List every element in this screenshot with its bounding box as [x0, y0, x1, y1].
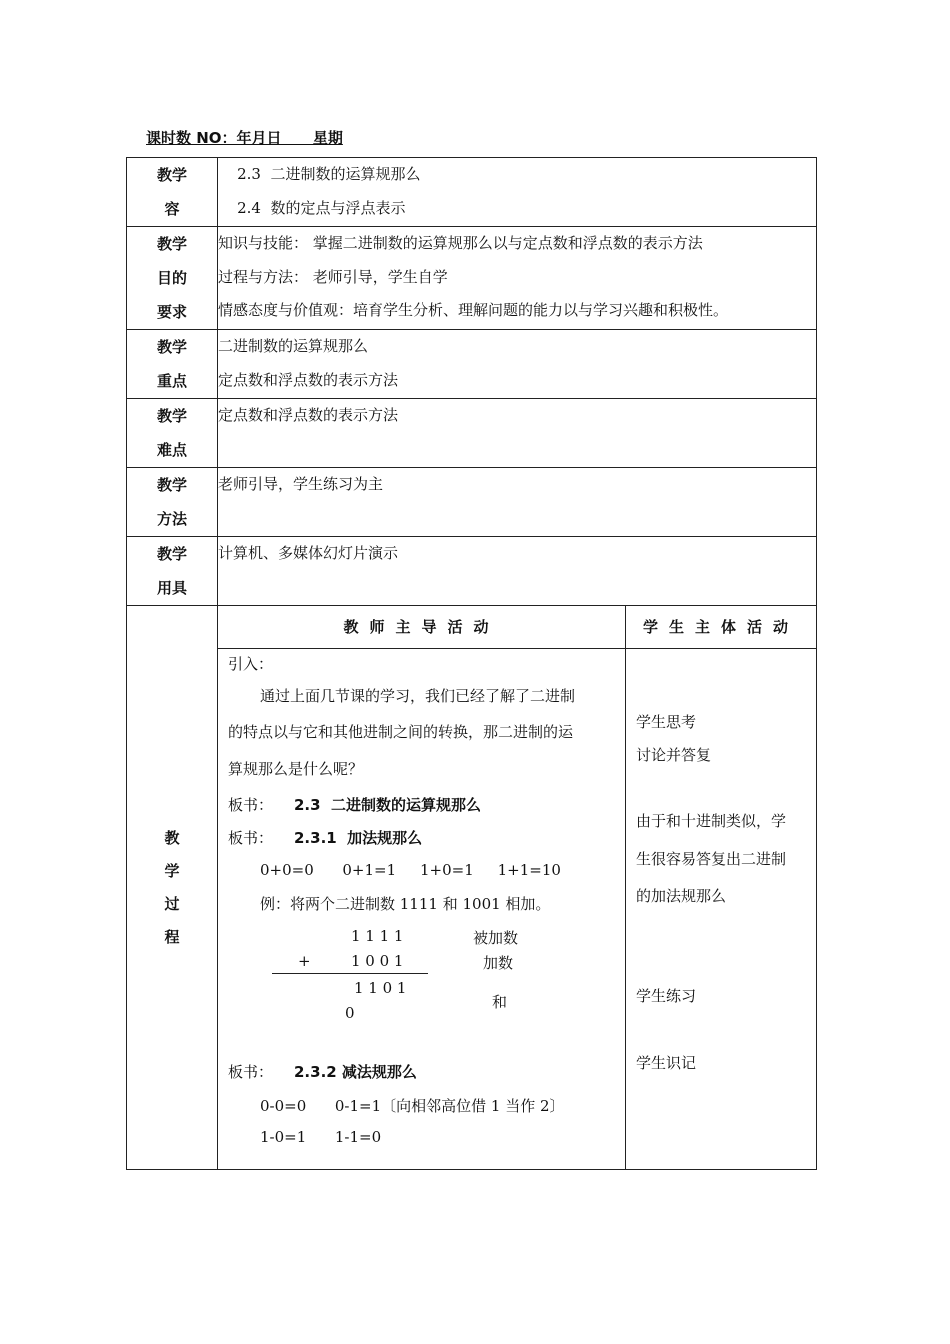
- paragraph-line: 算规那么是什么呢？: [228, 760, 364, 778]
- label-line: 目的: [156, 269, 187, 287]
- label-line: 重点: [156, 372, 187, 390]
- row-body-objectives: [218, 227, 817, 330]
- addend-2: 1 0 0 1: [351, 952, 404, 970]
- row-process-header: [127, 606, 817, 649]
- subtraction-rules-2: 1-0=1 1-1=0: [260, 1128, 382, 1146]
- content-line: 2.3 二进制数的运算规那么: [218, 165, 421, 183]
- board-title: 2.3.2 减法规那么: [294, 1063, 417, 1081]
- student-note: 生很容易答复出二进制: [636, 850, 787, 868]
- label-line: 教学: [156, 166, 187, 184]
- student-activity-cell: [626, 649, 817, 1170]
- label-char: 过: [164, 894, 180, 913]
- board-prefix: 板书：: [228, 796, 274, 814]
- row-body-content: [218, 158, 817, 227]
- content-line: 定点数和浮点数的表示方法: [218, 370, 399, 389]
- process-label: [127, 606, 218, 1170]
- label-line: 方法: [156, 510, 187, 528]
- row-label-methods: [127, 468, 218, 537]
- board-title: 2.3.1 加法规那么: [294, 829, 423, 847]
- label-line: 用具: [156, 579, 187, 597]
- row-label-objectives: [127, 227, 218, 330]
- row-label-content: [127, 158, 218, 227]
- board-prefix: 板书：: [228, 1063, 274, 1081]
- row-body-key-points: [218, 330, 817, 399]
- label-line: 教学: [156, 235, 187, 253]
- row-process-body: [127, 649, 817, 1170]
- board-prefix: 板书：: [228, 829, 274, 847]
- subtraction-rules-1: 0-0=0 0-1=1〔向相邻高位借 1 当作 2〕: [260, 1097, 565, 1115]
- plus-sign: +: [298, 952, 311, 970]
- row-label-tools: [127, 537, 218, 606]
- addend-1: 1 1 1 1: [351, 927, 404, 945]
- label-char: 教: [164, 828, 180, 847]
- row-body-tools: [218, 537, 817, 606]
- row-label-key-points: [127, 330, 218, 399]
- addition-rules: 0+0=0 0+1=1 1+0=1 1+1=10: [260, 861, 561, 879]
- sum-rule: [272, 973, 428, 974]
- content-line: 计算机、多媒体幻灯片演示: [218, 544, 399, 562]
- content-line: 2.4 数的定点与浮点表示: [218, 198, 406, 217]
- row-objectives: [127, 227, 817, 330]
- sum-label: 和: [492, 993, 508, 1011]
- row-key-points: [127, 330, 817, 399]
- label-char: 程: [164, 927, 180, 946]
- student-note: 的加法规那么: [636, 887, 727, 905]
- teacher-activity-cell: [218, 649, 626, 1170]
- paragraph-line: 通过上面几节课的学习，我们已经了解了二进制: [260, 687, 576, 705]
- paragraph-line: 的特点以与它和其他进制之间的转换，那二进制的运: [228, 723, 574, 741]
- label-line: 教学: [156, 476, 187, 494]
- student-note: 学生练习: [636, 987, 697, 1005]
- label-line: 教学: [156, 407, 187, 425]
- row-difficulties: [127, 399, 817, 468]
- content-line: 定点数和浮点数的表示方法: [218, 406, 399, 424]
- student-note: 讨论并答复: [636, 746, 712, 764]
- addend-1-label: 被加数: [473, 929, 519, 947]
- content-line: 二进制数的运算规那么: [218, 337, 369, 355]
- row-body-difficulties: [218, 399, 817, 468]
- content-line: 情感态度与价值观：培育学生分析、理解问题的能力以与学习兴趣和积极性。: [218, 301, 729, 319]
- label-line: 教学: [156, 338, 187, 356]
- student-note: 学生识记: [636, 1054, 697, 1072]
- row-tools: [127, 537, 817, 606]
- label-line: 要求: [156, 303, 187, 321]
- label-line: 难点: [156, 441, 187, 459]
- content-line: 过程与方法： 老师引导，学生自学: [218, 267, 448, 286]
- content-line: 知识与技能： 掌握二进制数的运算规那么以与定点数和浮点数的表示方法: [218, 234, 703, 252]
- label-line: 容: [164, 200, 180, 218]
- student-note: 由于和十进制类似，学: [636, 812, 787, 830]
- row-label-difficulties: [127, 399, 218, 468]
- sum-line-2: 0: [345, 1004, 355, 1022]
- sum-line-1: 1 1 0 1: [354, 979, 407, 997]
- example-text: 例：将两个二进制数 1111 和 1001 相加。: [260, 895, 551, 913]
- student-note: 学生思考: [636, 713, 697, 731]
- lesson-header: 课时数 NO：年月日 星期: [146, 129, 343, 147]
- row-content: [127, 158, 817, 227]
- addend-2-label: 加数: [483, 954, 514, 972]
- board-title: 2.3 二进制数的运算规那么: [294, 796, 482, 814]
- row-methods: [127, 468, 817, 537]
- label-char: 学: [164, 861, 180, 880]
- student-activity-header: 学生主体活动: [626, 606, 817, 649]
- row-body-methods: [218, 468, 817, 537]
- lesson-plan-table: [126, 157, 817, 1170]
- intro-text: 引入：: [228, 655, 274, 673]
- label-line: 教学: [156, 545, 187, 563]
- content-line: 老师引导，学生练习为主: [218, 475, 384, 493]
- teacher-activity-header: 教师主导活动: [218, 606, 626, 649]
